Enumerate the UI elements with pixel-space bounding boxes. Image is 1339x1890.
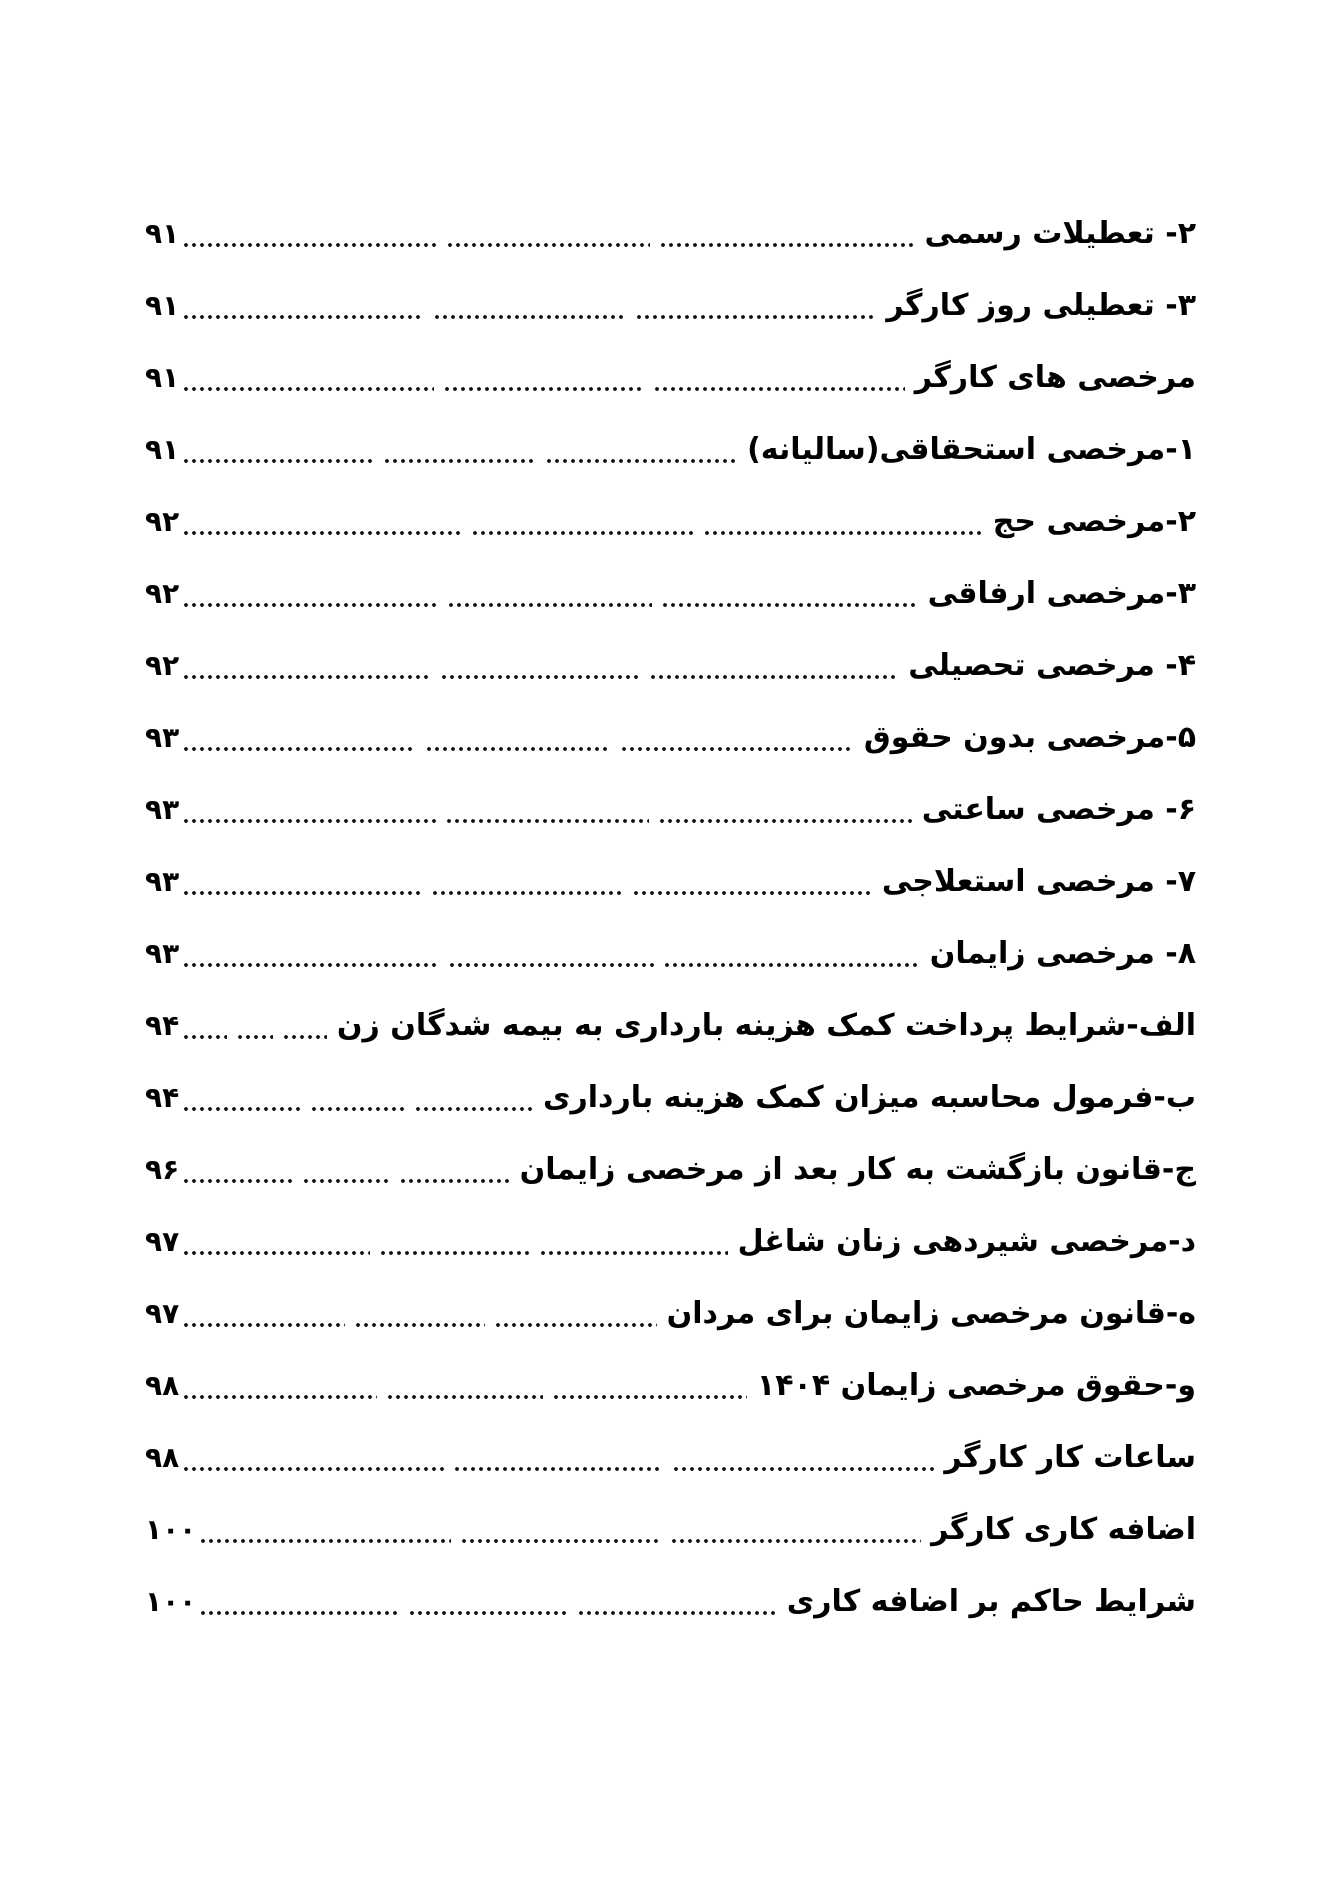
toc-entry-page-number: ۹۲ [145, 577, 180, 610]
toc-entry-page-number: ۹۱ [145, 433, 180, 466]
toc-entry [145, 558, 1196, 630]
toc-entry-page-number: ۱۰۰ [145, 1513, 197, 1546]
toc-entry-page-number: ۹۳ [145, 937, 180, 970]
toc-entry-page-number: ۹۳ [145, 721, 180, 754]
toc-entry-title: ۸- مرخصی زایمان [929, 936, 1196, 971]
dot-leader [183, 458, 737, 464]
toc-entry [145, 198, 1196, 270]
toc-entry-title: ۵-مرخصی بدون حقوق [863, 720, 1196, 755]
toc-entry [145, 1134, 1196, 1206]
toc-entry-title: ۱-مرخصی استحقاقی(سالیانه) [747, 432, 1196, 467]
dot-leader [183, 962, 920, 968]
dot-leader [183, 674, 898, 680]
dot-leader [183, 530, 983, 536]
toc-entry-title: ج-قانون بازگشت به کار بعد از مرخصی زایمان [519, 1152, 1196, 1187]
toc-entry-title: ۴- مرخصی تحصیلی [908, 648, 1196, 683]
dot-leader [183, 1034, 327, 1040]
toc-entry [145, 1350, 1196, 1422]
toc-entry-page-number: ۹۴ [145, 1081, 180, 1114]
table-of-contents [145, 198, 1196, 1638]
toc-entry [145, 1206, 1196, 1278]
toc-entry-title: ساعات کار کارگر [944, 1440, 1196, 1475]
toc-entry-page-number: ۹۷ [145, 1225, 180, 1258]
dot-leader [200, 1610, 776, 1616]
dot-leader [183, 746, 854, 752]
dot-leader [183, 1178, 509, 1184]
dot-leader [183, 242, 914, 248]
toc-entry [145, 1278, 1196, 1350]
toc-entry [145, 774, 1196, 846]
toc-entry [145, 1062, 1196, 1134]
toc-entry [145, 342, 1196, 414]
toc-entry [145, 846, 1196, 918]
dot-leader [183, 890, 872, 896]
toc-entry-title: ۷- مرخصی استعلاجی [881, 864, 1196, 899]
toc-entry [145, 486, 1196, 558]
toc-entry [145, 1494, 1196, 1566]
toc-entry-title: شرایط حاکم بر اضافه کاری [786, 1584, 1196, 1619]
dot-leader [183, 1394, 747, 1400]
toc-entry-title: الف-شرایط پرداخت کمک هزینه بارداری به بیمه شدگان زن [336, 1008, 1196, 1043]
toc-entry-page-number: ۹۳ [145, 865, 180, 898]
toc-entry-page-number: ۹۲ [145, 649, 180, 682]
dot-leader [183, 818, 912, 824]
toc-entry-title: د-مرخصی شیردهی زنان شاغل [737, 1224, 1196, 1259]
toc-entry-title: ۲-مرخصی حج [992, 504, 1196, 539]
toc-entry-title: ه-قانون مرخصی زایمان برای مردان [666, 1296, 1196, 1331]
dot-leader [183, 1466, 934, 1472]
dot-leader [183, 602, 917, 608]
toc-entry-title: ۶- مرخصی ساعتی [921, 792, 1196, 827]
dot-leader [183, 1322, 656, 1328]
dot-leader [200, 1538, 921, 1544]
toc-entry-title: اضافه کاری کارگر [931, 1512, 1196, 1547]
dot-leader [183, 1106, 533, 1112]
toc-entry [145, 918, 1196, 990]
toc-entry [145, 702, 1196, 774]
toc-entry-page-number: ۹۱ [145, 217, 180, 250]
toc-entry [145, 630, 1196, 702]
toc-entry [145, 270, 1196, 342]
toc-entry-title: ۲- تعطیلات رسمی [924, 216, 1196, 251]
dot-leader [183, 314, 876, 320]
toc-entry-page-number: ۹۶ [145, 1153, 180, 1186]
toc-entry [145, 990, 1196, 1062]
toc-entry-page-number: ۹۸ [145, 1369, 180, 1402]
dot-leader [183, 386, 905, 392]
toc-entry [145, 1566, 1196, 1638]
toc-entry-title: و-حقوق مرخصی زایمان ۱۴۰۴ [756, 1368, 1196, 1403]
toc-entry [145, 414, 1196, 486]
dot-leader [183, 1250, 727, 1256]
toc-entry [145, 1422, 1196, 1494]
toc-entry-title: ب-فرمول محاسبه میزان کمک هزینه بارداری [543, 1080, 1196, 1115]
toc-entry-page-number: ۹۱ [145, 289, 180, 322]
toc-entry-page-number: ۹۷ [145, 1297, 180, 1330]
toc-entry-page-number: ۹۸ [145, 1441, 180, 1474]
toc-entry-page-number: ۹۲ [145, 505, 180, 538]
toc-entry-title: مرخصی های کارگر [914, 360, 1196, 395]
toc-entry-page-number: ۹۱ [145, 361, 180, 394]
toc-entry-title: ۳- تعطیلی روز کارگر [886, 288, 1196, 323]
toc-entry-page-number: ۹۳ [145, 793, 180, 826]
toc-entry-page-number: ۱۰۰ [145, 1585, 197, 1618]
toc-entry-title: ۳-مرخصی ارفاقی [927, 576, 1196, 611]
toc-entry-page-number: ۹۴ [145, 1009, 180, 1042]
